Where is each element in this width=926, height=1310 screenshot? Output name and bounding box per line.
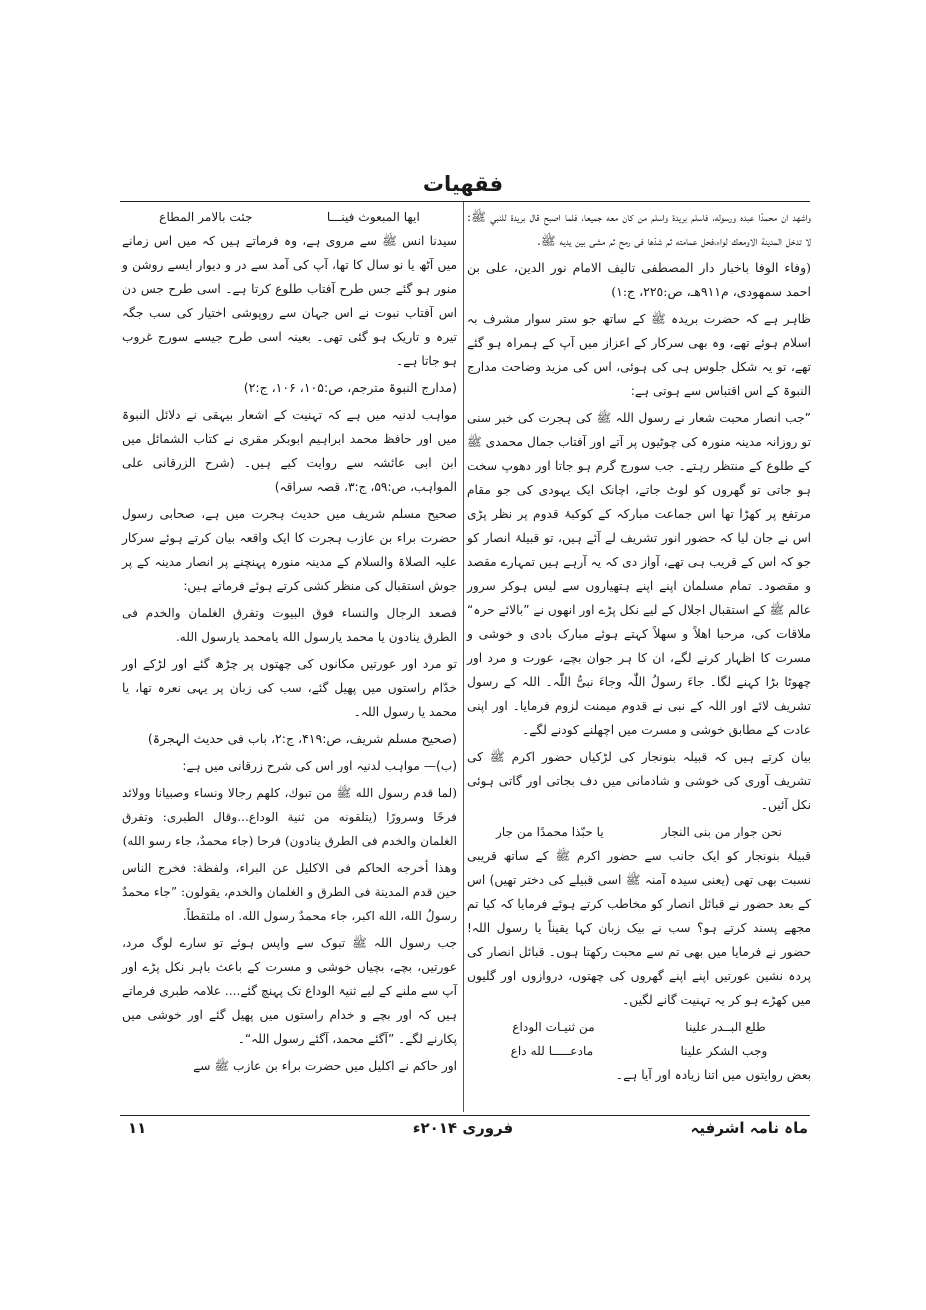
page-number: ۱۱ [128,1119,147,1137]
verse-hemistich: وجب الشكر علينا [680,1044,768,1058]
column-divider [463,202,464,1112]
paragraph: سیدنا انس ﷺ سے مروی ہے، وہ فرماتے ہیں کہ میں اس زمانے میں آٹھ یا نو سال کا تھا، آپ کی آمد سے در و دیوار ایسے روشن و منور ہو گئے جس طرح آفتاب طلوع کرتا ہے۔ اسی طرح جس دن اس آفتاب نبوت نے اس جہان سے روپوشی اختیار کی سب جگہ تیرہ و تاریک ہو گئی تھی۔ بعینہ اسی طرح جیسے سورج غروب ہو جاتا ہے۔ [122,234,457,368]
paragraph: وهذا أخرجه الحاكم فى الاكليل عن البراء، ولفظة: فخرج الناس حين قدم المدينة فى الطرق و الغلمان والخدم، يقولون: ”جاء محمدٌ رسولُ الله، الله اكبر، جاء محمدٌ رسول الله. اه ملتقطاً. [122,861,457,923]
issue-date: فروری ۲۰۱۴ء [412,1119,514,1137]
verse-hemistich: جئت بالامر المطاع [159,210,253,224]
paragraph: جب رسول اللہ ﷺ تبوک سے واپس ہوئے تو سارے لوگ مرد، عورتیں، بچے، بچیاں خوشی و مسرت کے باعث باہر نکل پڑے اور آپ سے ملنے کے لیے ثنیۃ الوداع تک پہنچ گئے.... علامہ طبری فرماتے ہیں کہ اور بچے و خدام راستوں میں پھیل گئے اور خوشی میں پکارنے لگے۔ ”آگئے محمد، آگئے رسول اللہ“۔ [122,936,457,1046]
footer-divider [120,1115,810,1116]
paragraph: اور حاکم نے اکلیل میں حضرت براء بن عازب ﷺ سے [193,1059,457,1073]
verse-hemistich: ايها المبعوث فينـــا [326,210,420,224]
paragraph: فصعد الرجال والنساء فوق البيوت وتفرق الغلمان والخدم فى الطرق ينادون يا محمد يارسول الله يامحمد يارسول الله. [122,606,457,644]
paragraph: (ب)— مواہب لدنیہ اور اس کی شرح زرقانی میں ہے: [182,759,457,773]
paragraph: ظاہر ہے کہ حضرت بریدہ ﷺ کے ساتھ جو ستر سوار مشرف بہ اسلام ہوئے تھے، وہ بھی سرکار کے اعزاز میں آپ کے ہمراہ ہو گئے تھے، تو یہ شکل جلوس ہی کی ہوئی، اس کی مزید وضاحت مدارج النبوۃ کے اس اقتباس سے ہوتی ہے: [467,312,811,398]
right-text-column [467,205,811,1090]
verse-hemistich: مادعـــــا لله داع [510,1044,594,1058]
paragraph: بیان کرتے ہیں کہ قبیلہ بنونجار کی لڑکیاں حضور اکرم ﷺ کی تشریف آوری کی خوشی و شادمانی میں دف بجاتی اور گاتی ہوئی نکل آئیں۔ [467,750,811,812]
paragraph: صحیح مسلم شریف میں حدیث ہجرت میں ہے، صحابی رسول حضرت براء بن عازب ہجرت کا ایک واقعہ بیان کرتے ہوئے سرکار علیہ الصلاۃ والسلام کے مدینہ منورہ پہنچنے پر انصار مدینہ کے پر جوش استقبال کی منظر کشی کرتے ہوئے فرماتے ہیں: [122,507,457,593]
paragraph: قبیلۂ بنونجار کو ایک جانب سے حضور اکرم ﷺ کے ساتھ قریبی نسبت بھی تھی (یعنی سیدہ آمنہ ﷺ اسی قبیلے کی دختر تھیں) اس کے بعد حضور نے قبائل انصار کو مخاطب کرتے ہوئے فرمایا کہ کیا تم مجھے پسند کرتے ہو؟ سب نے بیک زبان کہا یقیناً یا رسول اللہ! حضور نے فرمایا میں بھی تم سے محبت رکھتا ہوں۔ قبائل انصار کی پردہ نشین عورتیں اپنے اپنے گھروں کی چھتوں، دروازوں اور گلیوں میں کھڑے ہو کر یہ تہنیت گانے لگیں۔ [467,849,811,1007]
verse-hemistich: من ثنيـات الوداع [512,1020,595,1034]
verse-hemistich: طلع البــدر علينا [685,1020,766,1034]
verse-line [467,1015,811,1039]
paragraph: مواہب لدنیہ میں ہے کہ تہنیت کے اشعار بیہقی نے دلائل النبوۃ میں اور حافظ محمد ابراہیم ابوبکر مقری نے کتاب الشمائل میں ابن ابی عائشہ سے روایت کیے ہیں۔ (شرح الزرقانی علی المواہب، ص:۵۹، ج:۳، قصہ سراقہ) [122,408,457,494]
paragraph: بعض روایتوں میں اتنا زیادہ اور آیا ہے۔ [615,1068,811,1082]
magazine-name: ماہ نامہ اشرفیہ [690,1119,808,1137]
paragraph: تو مرد اور عورتیں مکانوں کی چھتوں پر چڑھ گئے اور لڑکے اور خدّام راستوں میں پھیل گئے، سب کی زبان پر یہی نعرہ تھا، یا محمد یا رسول اللہ۔ [122,657,457,719]
verse-line [467,820,811,844]
verse-hemistich: نحن جوار من بنى النجار [661,825,783,839]
left-text-column [122,205,457,1081]
paragraph: واشهد ان محمدًا عبده ورسوله، فاسلم بريدة واسلم من كان معه جميعا، فلما اصبح قال بريدة للنبي ﷺ: لا تدخل المدينة الاومعك لواء،فحل عمامته ثم شدّها فى رمح ثم مشى بين يديه ﷺ. [467,210,811,248]
citation: (وفاء الوفا باخبار دار المصطفى تاليف الامام نور الدين، على بن احمد سمهودى، م٩١١هـ، ص:٢٢٥، ج:١) [467,260,811,299]
paragraph: ”جب انصار محبت شعار نے رسول اللہ ﷺ کی ہجرت کی خبر سنی تو روزانہ مدینہ منورہ کی چوٹیوں پر آتے اور آفتاب جمال محمدی ﷺ کے طلوع کے منتظر رہتے۔ جب سورج گرم ہو جاتا اور دھوپ سخت ہو جاتی تو گھروں کو لوٹ جاتے، اچانک ایک یہودی کی جو مقام مرتفع پر کھڑا تھا اس جماعت مبارکہ کے کوکبۂ قدوم پر نظر پڑی اس نے جان لیا کہ حضور انور تشریف لے آئے ہیں، تو قبیلۂ انصار کو جو کہ اس کے قریب ہی تھے، آواز دی کہ یہ آرہے ہیں تمہارے مقصد و مقصود۔ تمام مسلمان اپنے اپنے ہتھیاروں سے لیس ہوکر سرور عالم ﷺ کے استقبال اجلال کے لیے نکل پڑے اور انھوں نے ”بالائے حرہ“ ملاقات کی، مرحبا اھلاً و سھلاً کہتے ہوئے مبارک بادی و خوشی و مسرت کا اظہار کرنے لگے، ان کا ہر جوان بچے، عورت و مرد اور چھوٹا بڑا کہنے لگا۔ جاءَ رسولُ اللّٰہ وجاءَ نبیُّ اللّٰہ۔ اللہ کے رسول تشریف لائے اور اللہ کے نبی نے قدوم میمنت لزوم فرمایا۔ اور اپنی عادت کے مطابق خوشی و مسرت میں اچھلنے کودنے لگے۔ [467,411,811,737]
citation: (صحیح مسلم شریف، ص:۴۱۹، ج:۲، باب فی حدیث الہجرۃ) [147,731,457,746]
verse-line [122,205,457,229]
page-header-title: فقهيات [422,172,504,196]
verse-hemistich: يا حبّذا محمدًا من جار [495,825,604,839]
verse-line [467,1039,811,1063]
paragraph: (لما قدم رسول الله ﷺ من تبوك، كلهم رجالا ونساء وصبيانا وولائد فرحًا وسرورًا (يتلقونه من ثنية الوداع...وقال الطبرى: وتفرق الغلمان والخدم فى الطرق ينادون) فرحا (جاء محمدٌ، جاء رسو الله) [122,786,457,848]
citation: (مدارج النبوۃ مترجم، ص:۱۰۵، ۱۰۶، ج:۲) [243,380,457,395]
header-divider [120,201,810,202]
